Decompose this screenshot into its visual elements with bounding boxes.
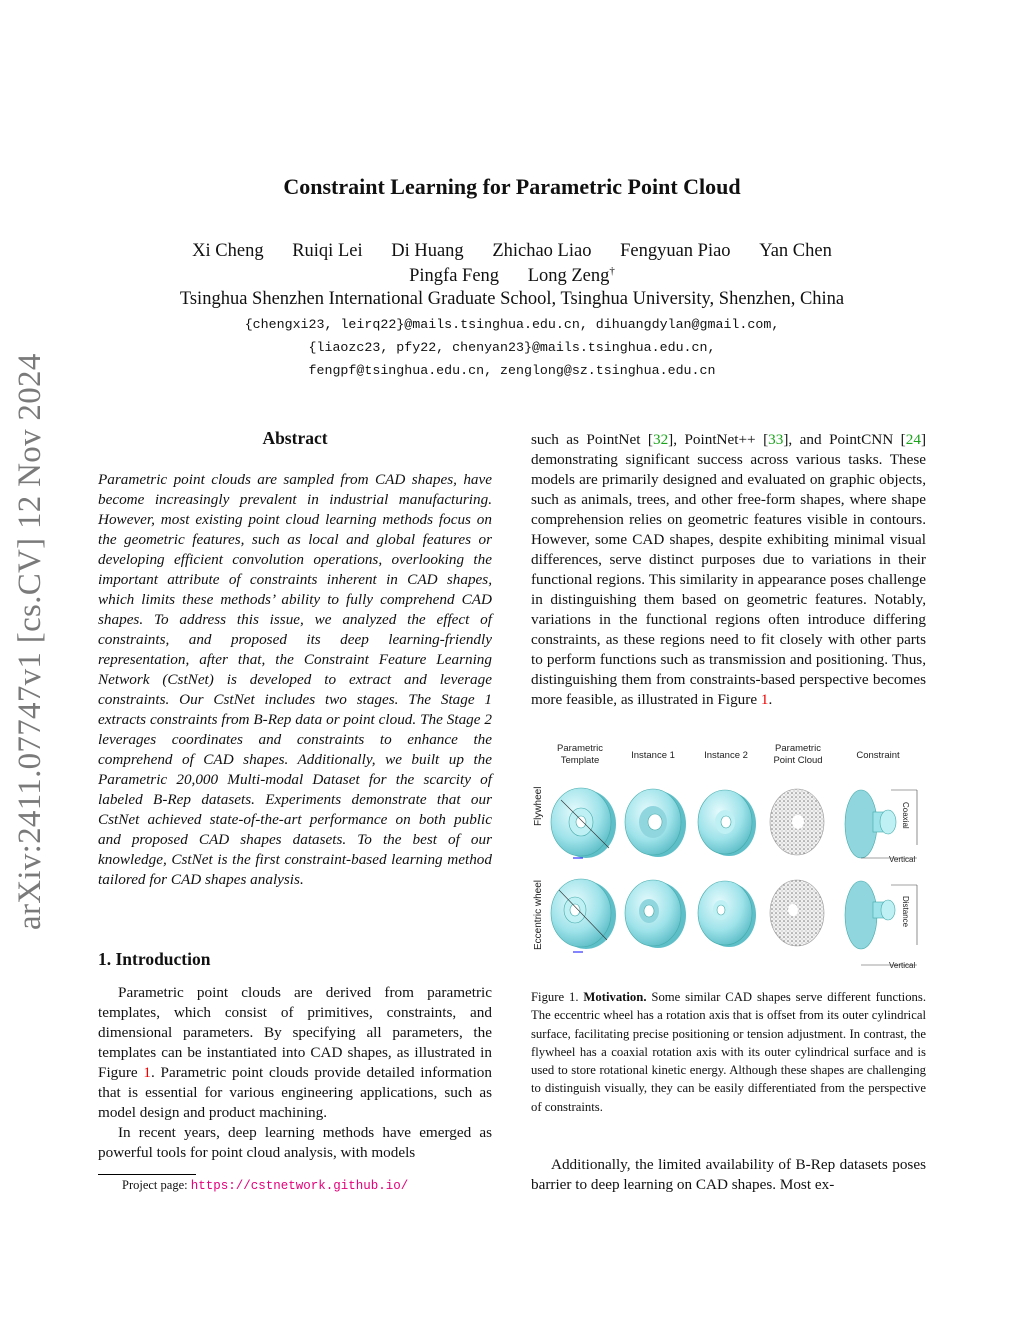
annotation-label: Distance (901, 896, 910, 928)
author-name: Long Zeng (527, 266, 610, 287)
body-paragraph: such as PointNet [32], PointNet++ [33], and PointCNN [24] demonstrating significant success across various tasks. These models are primarily designed and evaluated on graphic objects, such as animals, trees, and other free-form shapes, where shape comprehension relies on geometric features visible in contours. However, some CAD shapes, despite exhibiting minimal visual differences, serve distinct purposes due to variations in their functional regions. This similarity in appearance poses challenge in distinguishing them based on geometric features. Notably, variations in the functional regions often introduce differing constraints, as these regions need to fit closely with other parts to perform functions such as transmission and positioning. Thus, distinguishing them from constraints-based perspective becomes more feasible, as illustrated in Figure 1. (531, 431, 926, 708)
introduction-heading: 1. Introduction (98, 949, 211, 969)
flywheel-instance-1 (625, 789, 686, 857)
eccentric-point-cloud (770, 880, 824, 946)
arxiv-identifier: arXiv:2411.07747v1 [cs.CV] 12 Nov 2024 (12, 353, 48, 930)
email-line: {liaozc23, pfy22, chenyan23}@mails.tsinghua.edu.cn, (308, 340, 716, 355)
figure-1 (531, 740, 926, 972)
affiliation: Tsinghua Shenzhen International Graduate School, Tsinghua University, Shenzhen, China (179, 289, 845, 309)
column-label: Parametric Point Cloud (773, 743, 823, 766)
annotation-label: Coaxial (901, 802, 910, 829)
annotation-label: Vertical (889, 961, 916, 970)
footnote: Project page: https://cstnetwork.github.io/ (122, 1178, 409, 1193)
paper-title: Constraint Learning for Parametric Point Cloud (283, 174, 741, 199)
author-name: Yan Chen (759, 241, 832, 261)
corresponding-author-mark: † (609, 265, 615, 277)
author-name: Di Huang (391, 241, 464, 261)
eccentric-template (551, 879, 616, 952)
citation-link[interactable]: 32 (652, 431, 669, 448)
flywheel-instance-2 (698, 790, 756, 856)
abstract-heading: Abstract (262, 428, 328, 448)
author-list-line1 (0, 241, 1024, 262)
author-name: Pingfa Feng (409, 266, 500, 287)
flywheel-point-cloud (770, 789, 824, 855)
column-label: Parametric Template (557, 743, 603, 766)
body-paragraph: Additionally, the limited availability of B-Rep datasets poses barrier to deep learning on CAD shapes. Most ex- (531, 1156, 926, 1193)
author-name: Xi Cheng (192, 241, 264, 261)
column-label: Constraint (856, 750, 900, 761)
author-name: Zhichao Liao (492, 241, 592, 261)
figure-caption: Figure 1. Motivation. Some similar CAD shapes serve different functions. The eccentric wheel has a rotation axis that is offset from its outer cylindrical surface, facilitating precise positioning or tension adjustment. In contrast, the flywheel has a coaxial rotation axis with its outer cylindrical surface and is used to store rotational kinetic energy. Although these shapes are challenging to distinguish visually, they can be easily differentiated from the perspective of constraints. (531, 990, 927, 1114)
intro-paragraph: Parametric point clouds are derived from parametric templates, which consist of primitives, constraints, and dimensional parameters. By specifying all parameters, the templates can be instantiated into CAD shapes, as illustrated in Figure 1. Parametric point clouds provide detailed information that is essential for various engineering applications, such as model design and product machining. (98, 984, 492, 1121)
email-line: fengpf@tsinghua.edu.cn, zenglong@sz.tsinghua.edu.cn (308, 363, 716, 378)
column-label: Instance 1 (631, 750, 675, 761)
figure-graphics (531, 740, 926, 972)
row-label: Flywheel (533, 786, 544, 826)
eccentric-instance-2 (698, 881, 756, 947)
flywheel-template (551, 788, 616, 858)
column-label: Instance 2 (704, 750, 748, 761)
email-line: {chengxi23, leirq22}@mails.tsinghua.edu.cn, dihuangdylan@gmail.com, (244, 317, 780, 332)
citation-link[interactable]: 24 (905, 431, 921, 448)
abstract-body: Parametric point clouds are sampled from CAD shapes, have become increasingly prevalent in industrial manufacturing. However, most existing point cloud learning methods focus on the geometric features, such as local and global features or developing efficient convolution operations, overlooking the important attribute of constraints inherent in CAD shapes, which limits these methods’ ability to fully comprehend CAD shapes. To address this issue, we analyzed the effect of constraints, and proposed its deep learning-friendly representation, after that, the Constraint Feature Learning Network (CstNet) is developed to extract and leverage constraints. Our CstNet includes two stages. The Stage 1 extracts constraints from B-Rep data or point cloud. The Stage 2 leverages coordinates and constraints to enhance the comprehend of CAD shapes. Additionally, we built up the Parametric 20,000 Multi-modal Dataset for the scarcity of labeled B-Rep datasets. Experiments demonstrate that our CstNet achieved state-of-the-art performance on both public and proposed CAD shapes datasets. To the best of our knowledge, CstNet is the first constraint-based learning method tailored for CAD shapes analysis. (98, 471, 492, 888)
intro-paragraph: In recent years, deep learning methods have emerged as powerful tools for point cloud analysis, with models (98, 1124, 492, 1161)
author-name: Ruiqi Lei (292, 241, 363, 261)
figure-ref-link[interactable]: 1 (760, 691, 769, 708)
author-name: Fengyuan Piao (620, 241, 731, 261)
author-list-line2 (0, 265, 1024, 287)
right-column-text (531, 430, 926, 710)
row-label: Eccentric wheel (533, 879, 544, 950)
annotation-label: Vertical (889, 855, 916, 864)
project-page-link[interactable]: https://cstnetwork.github.io/ (190, 1179, 409, 1193)
eccentric-instance-1 (625, 880, 686, 948)
introduction-body (98, 983, 492, 1163)
footnote-divider (98, 1174, 196, 1175)
figure-ref-link[interactable]: 1 (143, 1064, 151, 1081)
citation-link[interactable]: 33 (768, 431, 784, 448)
